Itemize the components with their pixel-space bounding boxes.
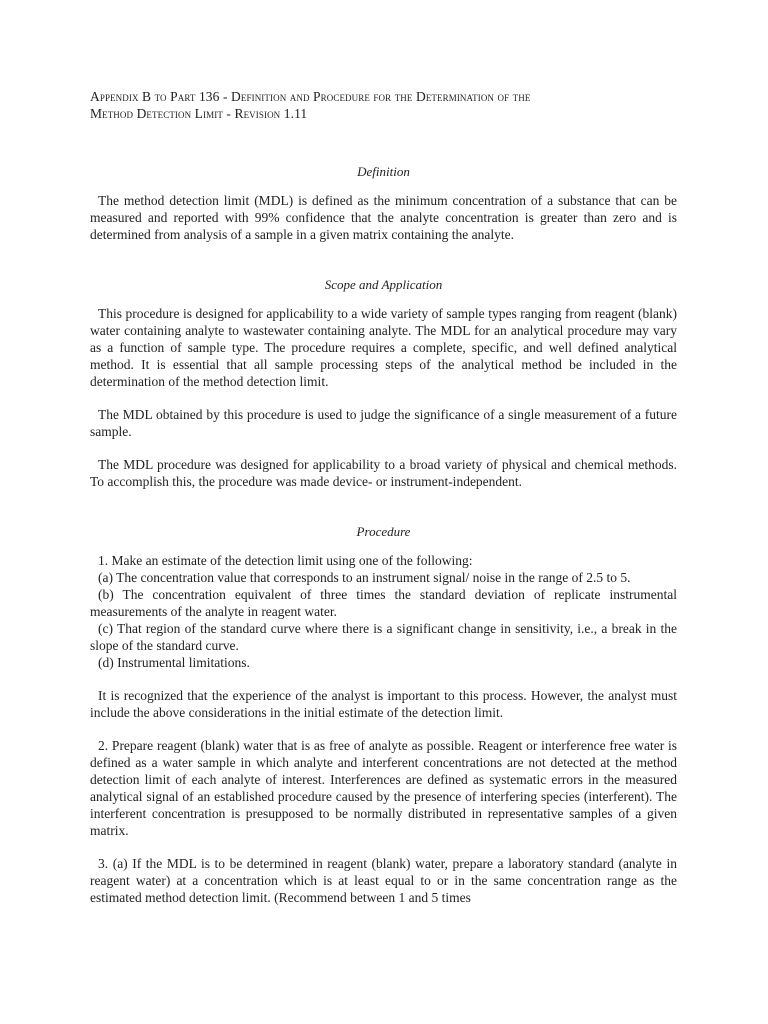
procedure-step-1-intro: 1. Make an estimate of the detection limit using one of the following: bbox=[98, 553, 473, 568]
definition-paragraph: The method detection limit (MDL) is defined as the minimum concentration of a substance that can be measured and reported with 99% confidence that the analyte concentration is greater than zero and is determined from analysis of a sample in a given matrix containing the analyte. bbox=[90, 193, 677, 242]
procedure-step-1-d: (d) Instrumental limitations. bbox=[98, 655, 250, 670]
document-page bbox=[90, 88, 677, 906]
title-line-2: Method Detection Limit - Revision 1.11 bbox=[90, 106, 308, 121]
procedure-step-3: 3. (a) If the MDL is to be determined in reagent (blank) water, prepare a laboratory standard (analyte in reagent water) at a concentration which is at least equal to or in the same concentration range as the estimated method detection limit. (Recommend between 1 and 5 times bbox=[90, 856, 677, 905]
procedure-step-2: 2. Prepare reagent (blank) water that is as free of analyte as possible. Reagent or interference free water is defined as a water sample in which analyte and interferent concentrations are not detected at the method detection limit of each analyte of interest. Interferences are defined as systematic errors in the measured analytical signal of an established procedure caused by the presence of interfering species (interferent). The interferent concentration is presupposed to be normally distributed in representative samples of a given matrix. bbox=[90, 738, 677, 838]
document-title bbox=[90, 88, 677, 122]
scope-paragraph-3: The MDL procedure was designed for applicability to a broad variety of physical and chemical methods. To accomplish this, the procedure was made device- or instrument-independent. bbox=[90, 457, 677, 489]
section-heading-procedure: Procedure bbox=[356, 524, 411, 539]
procedure-step-1-a: (a) The concentration value that corresponds to an instrument signal/ noise in the range of 2.5 to 5. bbox=[98, 570, 631, 585]
section-heading-scope: Scope and Application bbox=[324, 277, 443, 292]
scope-paragraph-2: The MDL obtained by this procedure is used to judge the significance of a single measurement of a future sample. bbox=[90, 407, 677, 439]
procedure-step-1-c: (c) That region of the standard curve where there is a significant change in sensitivity, i.e., a break in the slope of the standard curve. bbox=[90, 621, 677, 653]
procedure-recognized-paragraph: It is recognized that the experience of the analyst is important to this process. However, the analyst must include the above considerations in the initial estimate of the detection limit. bbox=[90, 688, 677, 720]
procedure-step-1-b: (b) The concentration equivalent of three times the standard deviation of replicate instrumental measurements of the analyte in reagent water. bbox=[90, 587, 677, 619]
title-line-1: Appendix B to Part 136 - Definition and Procedure for the Determination of the bbox=[90, 89, 531, 104]
scope-paragraph-1: This procedure is designed for applicability to a wide variety of sample types ranging from reagent (blank) water containing analyte to wastewater containing analyte. The MDL for an analytical procedure may vary as a function of sample type. The procedure requires a complete, specific, and well defined analytical method. It is essential that all sample processing steps of the analytical method be included in the determination of the method detection limit. bbox=[90, 306, 677, 389]
section-heading-definition: Definition bbox=[357, 164, 410, 179]
